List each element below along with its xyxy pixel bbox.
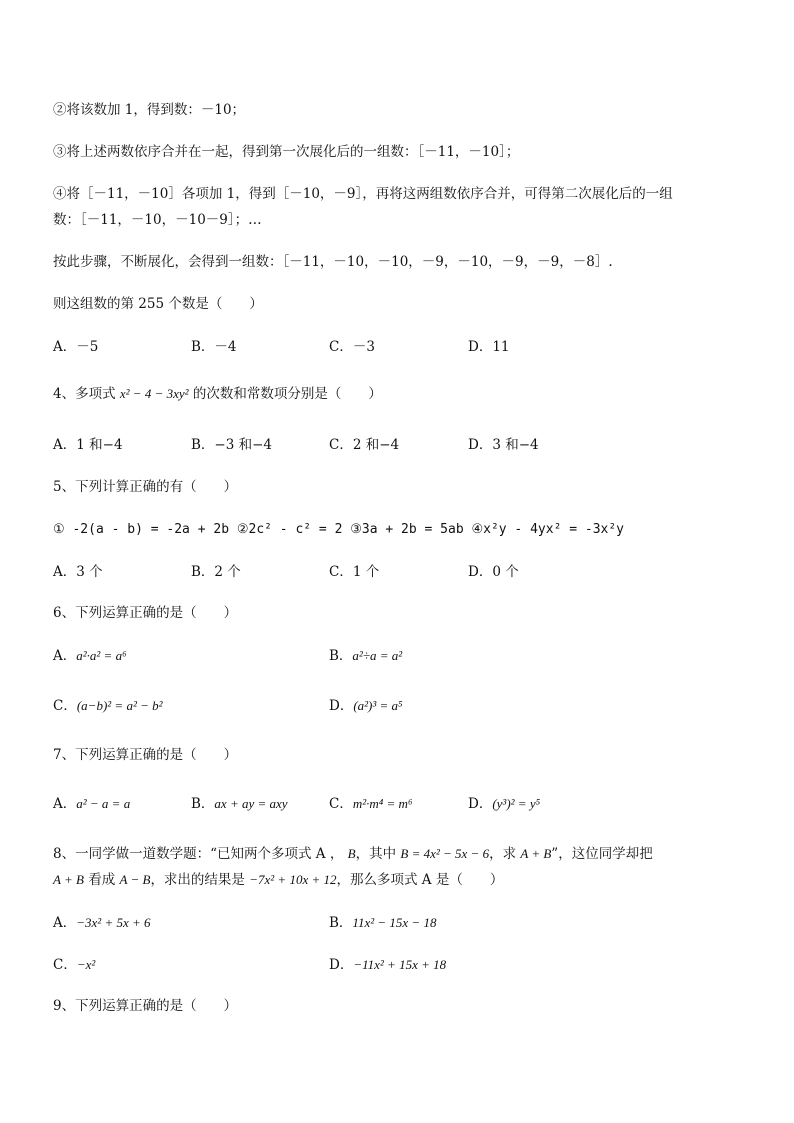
step-4-text-line2: 数：［－11，－10，－10－9］；… — [53, 212, 262, 228]
q6-option-b-expr: a²÷a = a² — [352, 648, 403, 663]
q8-l1-b: B — [347, 846, 356, 861]
q4-stem-pre: 4、多项式 — [53, 386, 116, 402]
q8-option-b-expr: 11x² − 15x − 18 — [352, 915, 437, 930]
q6-option-b — [329, 646, 402, 666]
q3-option-b: B．－4 — [191, 339, 237, 355]
q4-stem-post: 的次数和常数项分别是（ ） — [192, 386, 382, 402]
question-9-stem: 9、下列运算正确的是（ ） — [53, 998, 238, 1014]
q4-option-d: D．3 和−4 — [468, 437, 539, 453]
q8-option-a — [53, 913, 151, 933]
question-5-stem: 5、下列计算正确的有（ ） — [53, 479, 238, 495]
q8-l2-a: 看成 — [88, 872, 116, 888]
q8-l2-b: ，求出的结果是 — [150, 872, 245, 888]
q6-option-d-expr: (a²)³ = a⁵ — [353, 698, 403, 713]
q8-l2-c: ，那么多项式 A 是（ ） — [336, 872, 504, 888]
question-4-stem — [53, 384, 734, 404]
question-7-stem: 7、下列运算正确的是（ ） — [53, 747, 238, 763]
q5-statements: ① -2(a - b) = -2a + 2b ②2c² - c² = 2 ③3a + 2b = 5ab ④x²y - 4yx² = -3x²y — [53, 522, 625, 537]
q8-l2-expr1: A + B — [53, 872, 84, 887]
q8-l1-d: ，求 — [489, 846, 517, 862]
q7-option-d-label: D． — [468, 796, 493, 812]
q8-l1-expr: B = 4x² − 5x − 6 — [400, 846, 490, 861]
q4-option-a: A．1 和−4 — [53, 437, 123, 453]
q8-option-b — [329, 913, 436, 933]
step-3-text: ③将上述两数依序合并在一起，得到第一次展化后的一组数：［－11，－10］； — [53, 144, 520, 160]
q8-option-c-label: C． — [53, 957, 77, 973]
q6-option-c — [53, 696, 163, 716]
rule-text: 按此步骤，不断展化，会得到一组数：［－11，－10，－10，－9，－10，－9，－9，－8］. — [53, 254, 613, 270]
q8-l1-expr2: A + B — [520, 846, 552, 861]
q8-option-c-expr: −x² — [76, 957, 96, 972]
q8-option-a-label: A． — [53, 915, 77, 931]
q7-option-d — [468, 794, 540, 814]
q3-option-d: D．11 — [468, 339, 510, 355]
q5-option-c: C．1 个 — [329, 564, 380, 580]
q6-option-b-label: B． — [329, 648, 353, 664]
q5-option-a: A．3 个 — [53, 564, 103, 580]
q4-option-c: C．2 和−4 — [329, 437, 400, 453]
q8-option-d-label: D． — [329, 957, 354, 973]
q6-option-c-label: C． — [53, 698, 77, 714]
q7-option-a-label: A． — [53, 796, 77, 812]
q4-option-b: B．−3 和−4 — [191, 437, 273, 453]
q7-option-c — [329, 794, 412, 814]
q8-option-d — [329, 955, 446, 975]
q6-option-a-expr: a²·a² = a⁶ — [76, 648, 127, 663]
q8-option-d-expr: −11x² + 15x + 18 — [353, 957, 447, 972]
q5-option-d: D．0 个 — [468, 564, 519, 580]
q8-l2-expr2: A − B — [119, 872, 151, 887]
question-6-stem: 6、下列运算正确的是（ ） — [53, 605, 238, 621]
step-2-text: ②将该数加 1，得到数：－10； — [53, 102, 246, 118]
q7-option-b — [191, 794, 288, 814]
q3-option-a: A．－5 — [53, 339, 99, 355]
step-4-text-line1: ④将［－11，－10］各项加 1，得到［－10，－9］，再将这两组数依序合并，可得第二次展化后的一组 — [53, 186, 673, 202]
q4-polynomial: x² − 4 − 3xy² — [119, 386, 189, 401]
q8-l1-a: 8、一同学做一道数学题：“已知两个多项式 A ， — [53, 846, 344, 862]
q6-option-d — [329, 696, 403, 716]
question-3-ask: 则这组数的第 255 个数是（ ） — [53, 296, 263, 312]
q6-option-a-label: A． — [53, 648, 77, 664]
question-8-stem-line2 — [53, 870, 734, 890]
q7-option-c-expr: m²·m⁴ = m⁶ — [352, 796, 413, 811]
q6-option-d-label: D． — [329, 698, 354, 714]
q5-option-b: B．2 个 — [191, 564, 241, 580]
q8-option-a-expr: −3x² + 5x + 6 — [76, 915, 151, 930]
q8-l1-c: ，其中 — [355, 846, 397, 862]
q8-option-b-label: B． — [329, 915, 353, 931]
q8-l2-expr3: −7x² + 10x + 12 — [249, 872, 337, 887]
q7-option-a — [53, 794, 130, 814]
q8-l1-e: ”，这位同学却把 — [551, 846, 653, 862]
q6-option-a — [53, 646, 127, 666]
q3-option-c: C．－3 — [329, 339, 375, 355]
q8-option-c — [53, 955, 95, 975]
q7-option-c-label: C． — [329, 796, 353, 812]
q7-option-b-expr: ax + ay = axy — [214, 796, 288, 811]
q7-option-a-expr: a² − a = a — [76, 796, 131, 811]
question-8-stem-line1 — [53, 844, 734, 864]
q7-option-d-expr: (y³)² = y⁵ — [492, 796, 541, 811]
q7-option-b-label: B． — [191, 796, 215, 812]
q6-option-c-expr: (a−b)² = a² − b² — [76, 698, 163, 713]
